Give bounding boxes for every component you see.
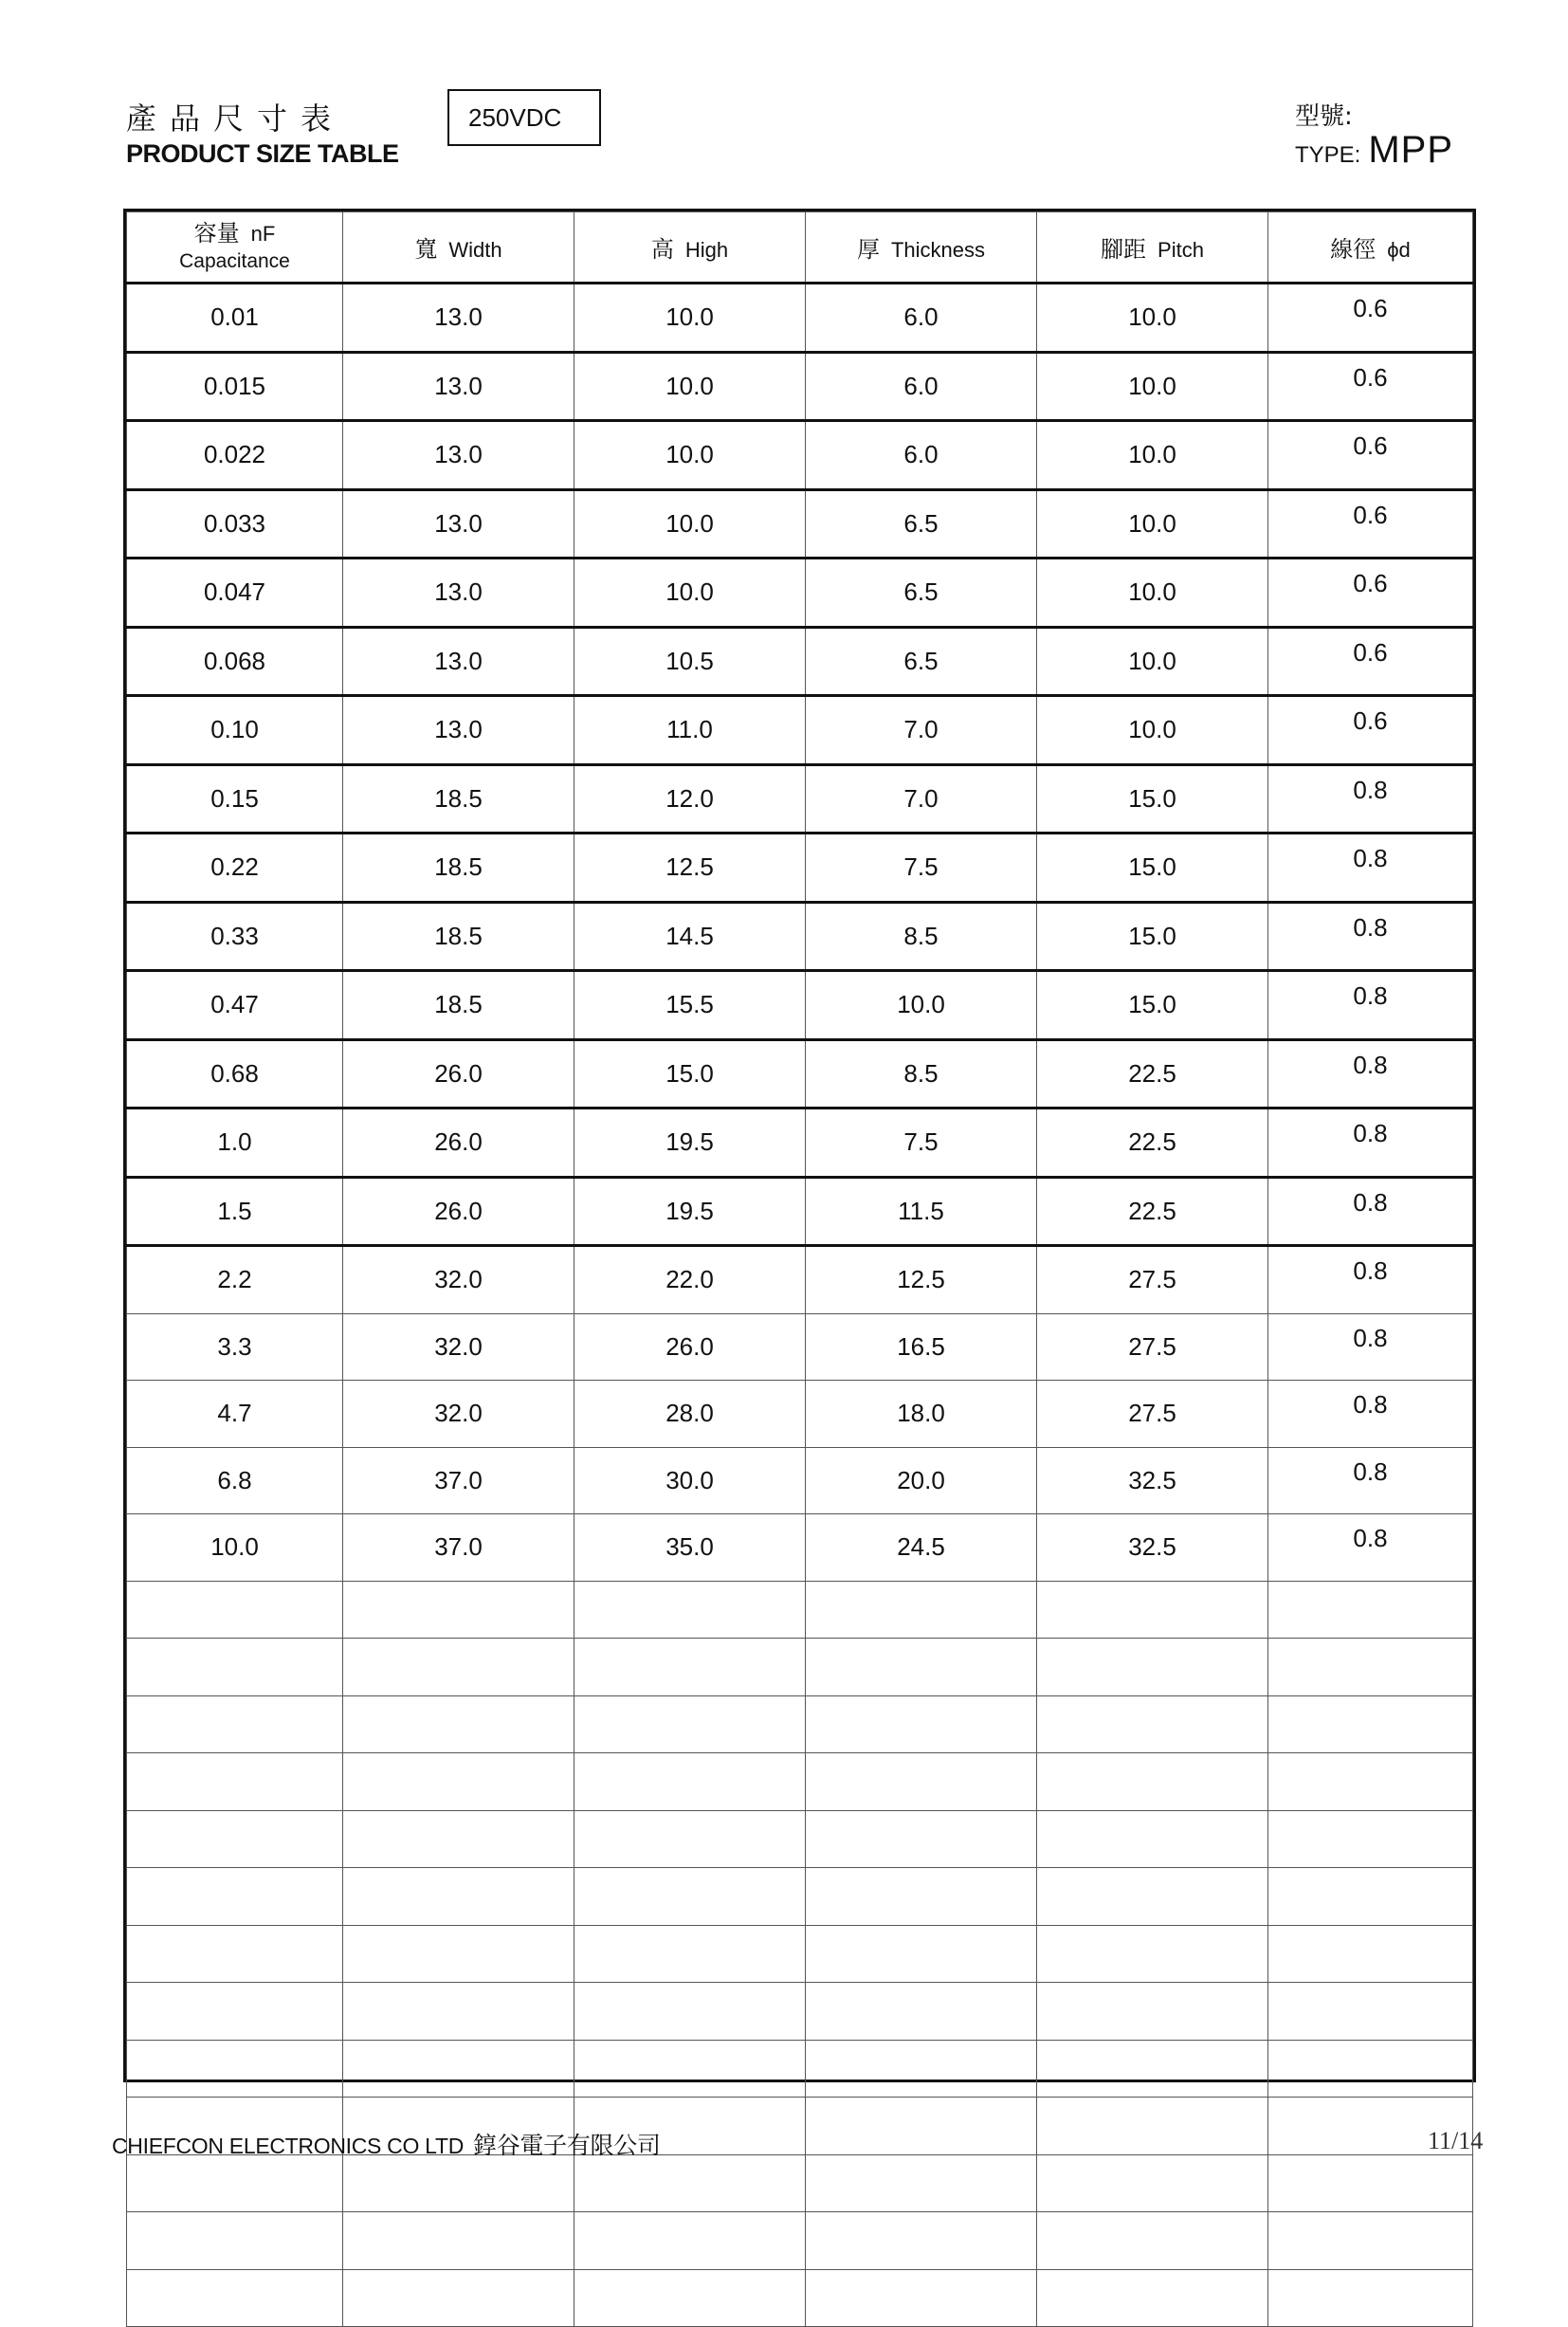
- empty-cell: [1268, 1753, 1473, 1811]
- table-row: [127, 284, 1473, 353]
- cell-width: 13.0: [343, 352, 574, 421]
- empty-cell: [1268, 1810, 1473, 1868]
- table-row: [127, 1039, 1473, 1109]
- empty-cell: [1037, 2269, 1268, 2327]
- empty-cell: [806, 1983, 1037, 2041]
- cell-pitch: 22.5: [1037, 1039, 1268, 1109]
- cell-thickness: 7.5: [806, 834, 1037, 903]
- cell-high: 10.0: [574, 489, 806, 559]
- empty-cell: [574, 2040, 806, 2098]
- table-row: [127, 1514, 1473, 1582]
- cell-high: 10.0: [574, 559, 806, 628]
- empty-cell: [343, 1695, 574, 1753]
- cell-high: 35.0: [574, 1514, 806, 1582]
- cell-capacitance: 0.10: [127, 696, 343, 765]
- cell-capacitance: 0.68: [127, 1039, 343, 1109]
- header-thickness-en: Thickness: [890, 238, 986, 262]
- cell-high: 14.5: [574, 902, 806, 971]
- cell-wire-diameter: 0.8: [1268, 1039, 1473, 1109]
- empty-cell: [127, 1639, 343, 1696]
- cell-wire-diameter: 0.6: [1268, 284, 1473, 353]
- header-width: [343, 212, 574, 284]
- voltage-rating-box: [447, 89, 601, 146]
- table-row: [127, 971, 1473, 1040]
- cell-capacitance: 1.5: [127, 1177, 343, 1246]
- cell-pitch: 27.5: [1037, 1381, 1268, 1448]
- cell-wire-diameter: 0.6: [1268, 352, 1473, 421]
- cell-pitch: 27.5: [1037, 1246, 1268, 1314]
- table-row: [127, 1246, 1473, 1314]
- empty-cell: [1037, 2098, 1268, 2155]
- cell-high: 11.0: [574, 696, 806, 765]
- cell-capacitance: 10.0: [127, 1514, 343, 1582]
- cell-capacitance: 0.015: [127, 352, 343, 421]
- cell-width: 13.0: [343, 696, 574, 765]
- cell-pitch: 27.5: [1037, 1313, 1268, 1381]
- cell-wire-diameter: 0.8: [1268, 1177, 1473, 1246]
- cell-width: 37.0: [343, 1447, 574, 1514]
- header-high-en: High: [684, 238, 729, 262]
- cell-capacitance: 0.01: [127, 284, 343, 353]
- empty-cell: [574, 2269, 806, 2327]
- cell-wire-diameter: 0.8: [1268, 1109, 1473, 1178]
- page-title-chinese: 產品尺寸表: [126, 101, 345, 137]
- empty-cell: [1268, 1695, 1473, 1753]
- cell-capacitance: 0.047: [127, 559, 343, 628]
- cell-width: 26.0: [343, 1177, 574, 1246]
- empty-cell: [127, 1868, 343, 1926]
- table-header-row: [127, 212, 1473, 284]
- cell-thickness: 10.0: [806, 971, 1037, 1040]
- empty-cell: [806, 2212, 1037, 2270]
- empty-cell: [127, 1810, 343, 1868]
- cell-high: 30.0: [574, 1447, 806, 1514]
- cell-pitch: 15.0: [1037, 834, 1268, 903]
- footer-company: [112, 2127, 661, 2161]
- header-width-cn: 寬: [414, 236, 438, 263]
- empty-cell: [343, 2154, 574, 2212]
- cell-thickness: 6.5: [806, 627, 1037, 696]
- cell-capacitance: 0.15: [127, 764, 343, 834]
- cell-pitch: 10.0: [1037, 696, 1268, 765]
- empty-cell: [574, 1983, 806, 2041]
- cell-capacitance: 0.068: [127, 627, 343, 696]
- empty-cell: [1268, 1581, 1473, 1639]
- cell-thickness: 18.0: [806, 1381, 1037, 1448]
- cell-pitch: 22.5: [1037, 1109, 1268, 1178]
- table-row: [127, 834, 1473, 903]
- header-thickness: [806, 212, 1037, 284]
- empty-cell: [806, 1581, 1037, 1639]
- type-label: TYPE:: [1295, 142, 1361, 168]
- cell-width: 32.0: [343, 1381, 574, 1448]
- empty-cell: [127, 1753, 343, 1811]
- header-wire-diameter-cn: 線徑: [1330, 236, 1377, 263]
- empty-cell: [574, 1639, 806, 1696]
- cell-width: 13.0: [343, 284, 574, 353]
- empty-cell: [806, 2098, 1037, 2155]
- empty-cell: [127, 1581, 343, 1639]
- cell-pitch: 15.0: [1037, 764, 1268, 834]
- empty-cell: [343, 2269, 574, 2327]
- empty-cell: [574, 1810, 806, 1868]
- empty-cell: [1037, 2154, 1268, 2212]
- cell-high: 15.5: [574, 971, 806, 1040]
- cell-wire-diameter: 0.8: [1268, 1246, 1473, 1314]
- cell-width: 26.0: [343, 1109, 574, 1178]
- cell-pitch: 10.0: [1037, 489, 1268, 559]
- cell-capacitance: 0.033: [127, 489, 343, 559]
- header-wire-diameter: [1268, 212, 1473, 284]
- cell-capacitance: 2.2: [127, 1246, 343, 1314]
- empty-row: [127, 1925, 1473, 1983]
- empty-cell: [127, 2269, 343, 2327]
- page-number: 11/14: [1428, 2127, 1484, 2154]
- cell-thickness: 6.5: [806, 559, 1037, 628]
- empty-cell: [127, 1925, 343, 1983]
- cell-high: 12.5: [574, 834, 806, 903]
- cell-width: 32.0: [343, 1246, 574, 1314]
- cell-wire-diameter: 0.8: [1268, 971, 1473, 1040]
- empty-cell: [1268, 1925, 1473, 1983]
- empty-row: [127, 1868, 1473, 1926]
- cell-capacitance: 6.8: [127, 1447, 343, 1514]
- empty-cell: [343, 1983, 574, 2041]
- empty-cell: [806, 2154, 1037, 2212]
- empty-cell: [574, 1695, 806, 1753]
- empty-row: [127, 1581, 1473, 1639]
- cell-high: 19.5: [574, 1177, 806, 1246]
- cell-wire-diameter: 0.6: [1268, 421, 1473, 490]
- cell-width: 18.5: [343, 764, 574, 834]
- cell-pitch: 10.0: [1037, 627, 1268, 696]
- cell-thickness: 7.0: [806, 764, 1037, 834]
- cell-thickness: 7.0: [806, 696, 1037, 765]
- empty-cell: [343, 1925, 574, 1983]
- table-row: [127, 1447, 1473, 1514]
- page-title: PRODUCT SIZE TABLE: [126, 139, 399, 168]
- header-capacitance-cn: 容量: [193, 220, 240, 247]
- cell-pitch: 32.5: [1037, 1514, 1268, 1582]
- header-wire-diameter-en: ϕd: [1387, 238, 1411, 262]
- empty-cell: [127, 2040, 343, 2098]
- empty-cell: [806, 1925, 1037, 1983]
- cell-width: 13.0: [343, 489, 574, 559]
- cell-wire-diameter: 0.6: [1268, 627, 1473, 696]
- cell-wire-diameter: 0.8: [1268, 1381, 1473, 1448]
- empty-row: [127, 1753, 1473, 1811]
- cell-capacitance: 1.0: [127, 1109, 343, 1178]
- empty-cell: [806, 1753, 1037, 1811]
- cell-high: 10.5: [574, 627, 806, 696]
- header-capacitance-unit: nF: [250, 222, 276, 246]
- cell-capacitance: 0.33: [127, 902, 343, 971]
- cell-wire-diameter: 0.8: [1268, 764, 1473, 834]
- empty-cell: [1037, 1695, 1268, 1753]
- type-label-chinese: 型號:: [1295, 102, 1353, 131]
- empty-cell: [343, 1868, 574, 1926]
- header-pitch-cn: 腳距: [1101, 236, 1147, 263]
- empty-cell: [343, 2212, 574, 2270]
- cell-thickness: 6.0: [806, 284, 1037, 353]
- empty-cell: [574, 2212, 806, 2270]
- empty-cell: [343, 1810, 574, 1868]
- empty-row: [127, 1983, 1473, 2041]
- empty-cell: [574, 1581, 806, 1639]
- cell-width: 37.0: [343, 1514, 574, 1582]
- cell-pitch: 10.0: [1037, 352, 1268, 421]
- cell-wire-diameter: 0.6: [1268, 489, 1473, 559]
- empty-cell: [806, 1695, 1037, 1753]
- cell-pitch: 15.0: [1037, 902, 1268, 971]
- header-high-cn: 高: [650, 236, 674, 263]
- empty-cell: [1037, 1868, 1268, 1926]
- cell-wire-diameter: 0.6: [1268, 696, 1473, 765]
- empty-row: [127, 1695, 1473, 1753]
- table-row: [127, 559, 1473, 628]
- empty-row: [127, 1639, 1473, 1696]
- table-row: [127, 1177, 1473, 1246]
- cell-thickness: 12.5: [806, 1246, 1037, 1314]
- empty-cell: [127, 1983, 343, 2041]
- cell-capacitance: 4.7: [127, 1381, 343, 1448]
- cell-width: 18.5: [343, 834, 574, 903]
- empty-cell: [1268, 2212, 1473, 2270]
- cell-width: 13.0: [343, 627, 574, 696]
- table-row: [127, 352, 1473, 421]
- empty-cell: [1037, 2040, 1268, 2098]
- type-row: [1295, 129, 1453, 172]
- cell-width: 13.0: [343, 421, 574, 490]
- empty-cell: [806, 1810, 1037, 1868]
- cell-capacitance: 0.47: [127, 971, 343, 1040]
- cell-high: 12.0: [574, 764, 806, 834]
- cell-high: 22.0: [574, 1246, 806, 1314]
- empty-cell: [806, 2269, 1037, 2327]
- cell-wire-diameter: 0.8: [1268, 1313, 1473, 1381]
- empty-cell: [127, 1695, 343, 1753]
- cell-width: 18.5: [343, 971, 574, 1040]
- cell-pitch: 32.5: [1037, 1447, 1268, 1514]
- cell-width: 13.0: [343, 559, 574, 628]
- table-row: [127, 764, 1473, 834]
- empty-cell: [1037, 1753, 1268, 1811]
- empty-cell: [343, 1639, 574, 1696]
- cell-thickness: 6.0: [806, 421, 1037, 490]
- cell-wire-diameter: 0.8: [1268, 834, 1473, 903]
- cell-high: 19.5: [574, 1109, 806, 1178]
- empty-cell: [1037, 1810, 1268, 1868]
- company-name-chinese: 錞谷電子有限公司: [473, 2132, 661, 2159]
- empty-cell: [1037, 1983, 1268, 2041]
- header-capacitance: [127, 212, 343, 284]
- empty-cell: [806, 2040, 1037, 2098]
- size-table: [126, 211, 1473, 2327]
- cell-wire-diameter: 0.8: [1268, 902, 1473, 971]
- empty-row: [127, 2154, 1473, 2212]
- cell-pitch: 15.0: [1037, 971, 1268, 1040]
- cell-capacitance: 0.22: [127, 834, 343, 903]
- empty-cell: [1037, 1581, 1268, 1639]
- empty-cell: [343, 1753, 574, 1811]
- empty-cell: [1268, 1868, 1473, 1926]
- cell-pitch: 10.0: [1037, 559, 1268, 628]
- voltage-rating: 250VDC: [468, 102, 562, 132]
- empty-row: [127, 2212, 1473, 2270]
- cell-width: 32.0: [343, 1313, 574, 1381]
- header-width-en: Width: [448, 238, 502, 262]
- cell-thickness: 6.0: [806, 352, 1037, 421]
- cell-high: 10.0: [574, 421, 806, 490]
- cell-high: 15.0: [574, 1039, 806, 1109]
- table-body: [127, 284, 1473, 2327]
- cell-thickness: 8.5: [806, 1039, 1037, 1109]
- empty-cell: [1268, 1639, 1473, 1696]
- table-row: [127, 1313, 1473, 1381]
- empty-cell: [343, 2040, 574, 2098]
- empty-row: [127, 2269, 1473, 2327]
- cell-pitch: 22.5: [1037, 1177, 1268, 1246]
- cell-high: 10.0: [574, 284, 806, 353]
- empty-cell: [574, 1753, 806, 1811]
- header-thickness-cn: 厚: [856, 236, 880, 263]
- empty-cell: [1268, 2269, 1473, 2327]
- empty-cell: [1037, 1925, 1268, 1983]
- table-row: [127, 489, 1473, 559]
- cell-pitch: 10.0: [1037, 421, 1268, 490]
- cell-high: 28.0: [574, 1381, 806, 1448]
- cell-thickness: 6.5: [806, 489, 1037, 559]
- cell-thickness: 8.5: [806, 902, 1037, 971]
- empty-cell: [574, 2154, 806, 2212]
- cell-thickness: 20.0: [806, 1447, 1037, 1514]
- table-row: [127, 1109, 1473, 1178]
- cell-high: 10.0: [574, 352, 806, 421]
- empty-cell: [1268, 2040, 1473, 2098]
- cell-high: 26.0: [574, 1313, 806, 1381]
- empty-cell: [1268, 1983, 1473, 2041]
- empty-cell: [1268, 2154, 1473, 2212]
- table-row: [127, 1381, 1473, 1448]
- product-size-table: [123, 209, 1476, 2082]
- empty-cell: [574, 1925, 806, 1983]
- cell-thickness: 16.5: [806, 1313, 1037, 1381]
- company-name: CHIEFCON ELECTRONICS CO LTD: [112, 2134, 465, 2158]
- empty-cell: [806, 1639, 1037, 1696]
- cell-pitch: 10.0: [1037, 284, 1268, 353]
- cell-wire-diameter: 0.8: [1268, 1514, 1473, 1582]
- header-capacitance-en: Capacitance: [179, 250, 290, 272]
- empty-row: [127, 1810, 1473, 1868]
- empty-cell: [1037, 1639, 1268, 1696]
- cell-capacitance: 3.3: [127, 1313, 343, 1381]
- table-row: [127, 696, 1473, 765]
- cell-wire-diameter: 0.6: [1268, 559, 1473, 628]
- header-pitch-en: Pitch: [1158, 238, 1204, 262]
- cell-width: 26.0: [343, 1039, 574, 1109]
- header-high: [574, 212, 806, 284]
- empty-cell: [574, 1868, 806, 1926]
- cell-capacitance: 0.022: [127, 421, 343, 490]
- empty-cell: [127, 2212, 343, 2270]
- cell-width: 18.5: [343, 902, 574, 971]
- cell-thickness: 7.5: [806, 1109, 1037, 1178]
- empty-cell: [127, 2154, 343, 2212]
- empty-cell: [343, 1581, 574, 1639]
- cell-thickness: 11.5: [806, 1177, 1037, 1246]
- table-row: [127, 627, 1473, 696]
- cell-thickness: 24.5: [806, 1514, 1037, 1582]
- table-row: [127, 902, 1473, 971]
- type-value: MPP: [1368, 129, 1454, 171]
- cell-wire-diameter: 0.8: [1268, 1447, 1473, 1514]
- empty-row: [127, 2040, 1473, 2098]
- header-pitch: [1037, 212, 1268, 284]
- empty-cell: [806, 1868, 1037, 1926]
- table-row: [127, 421, 1473, 490]
- empty-cell: [1037, 2212, 1268, 2270]
